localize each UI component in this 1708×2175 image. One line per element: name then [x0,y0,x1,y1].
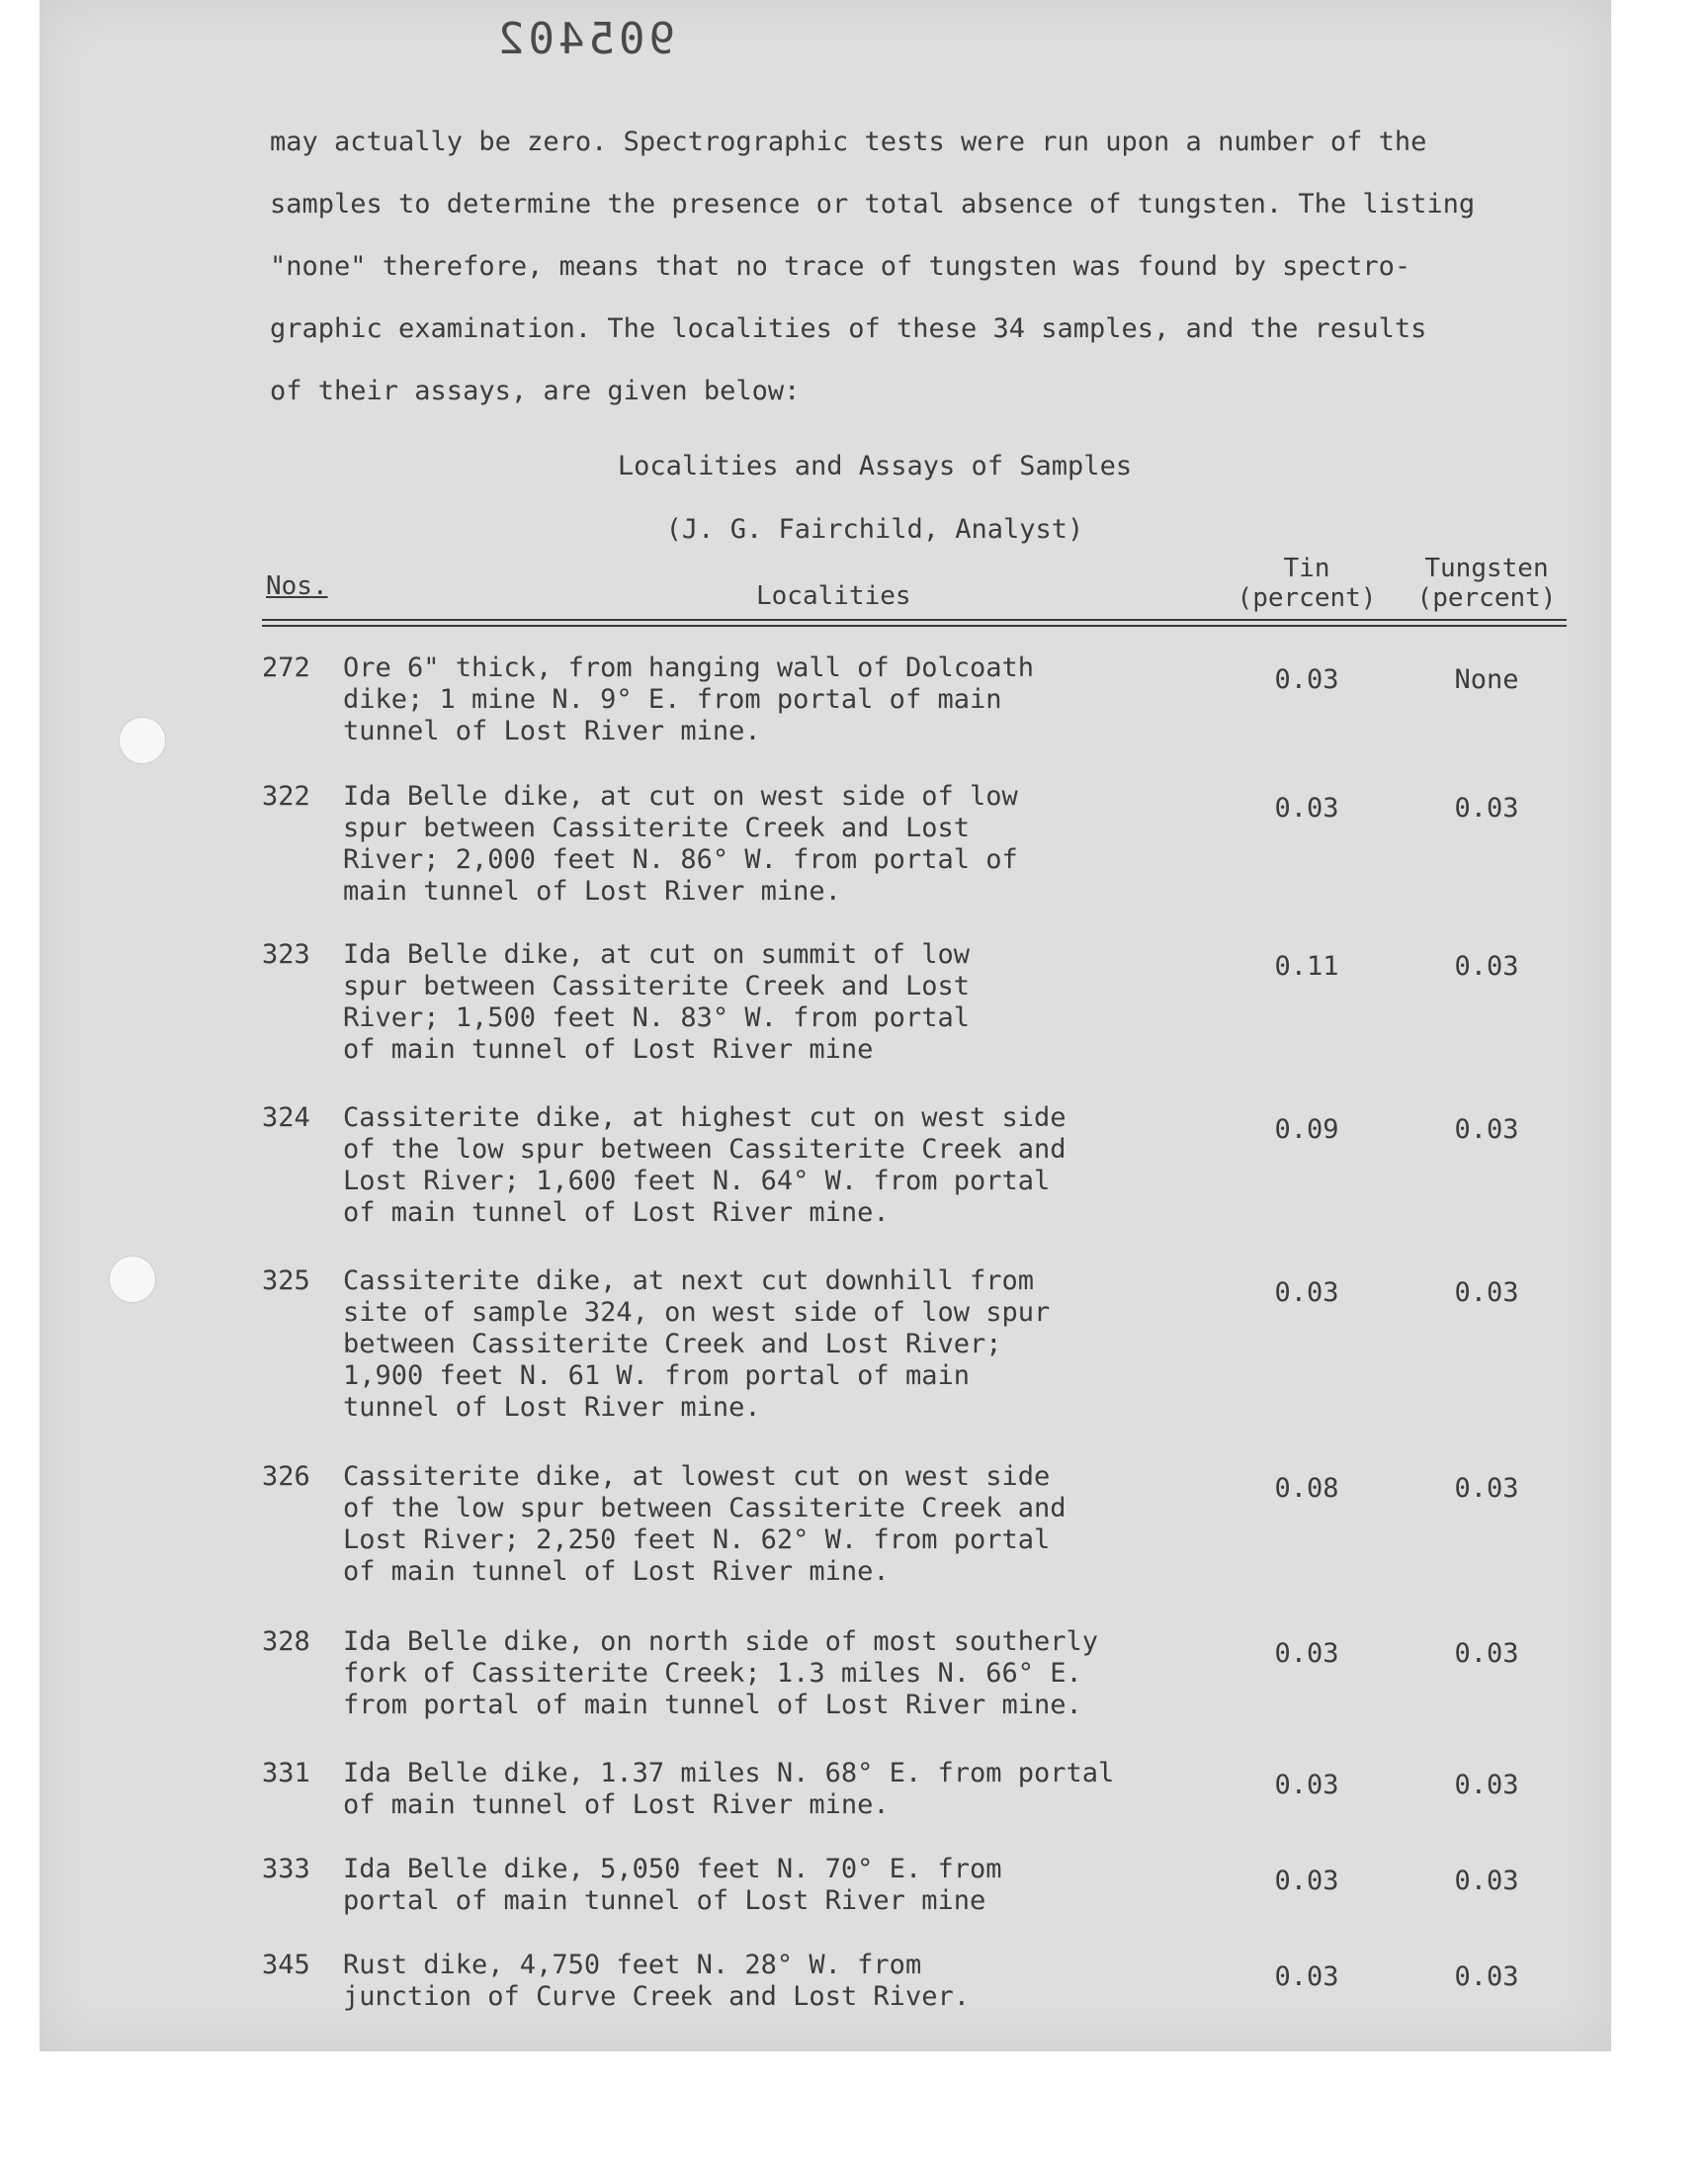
sample-number: 272 [262,652,310,683]
header-nos: Nos. [266,571,328,601]
punch-hole-lower [109,1256,156,1303]
paragraph-line: samples to determine the presence or total absence of tungsten. The listing [270,189,1476,219]
tin-percent: 0.03 [1274,664,1339,695]
tin-percent: 0.11 [1274,951,1339,982]
paragraph-line: of their assays, are given below: [270,376,801,406]
sample-locality: Ida Belle dike, at cut on summit of low spur between Cassiterite Creek and Lost River; 1,500 feet N. 83° W. from portal of main tunnel of Lost River mine [343,939,970,1065]
sample-locality: Cassiterite dike, at next cut downhill from site of sample 324, on west side of low spur between Cassiterite Creek and Lost River; 1,900 feet N. 61 W. from portal of main tunnel of Lost River mine. [343,1265,1051,1423]
tin-percent: 0.03 [1274,793,1339,824]
tungsten-percent: 0.03 [1454,1277,1519,1308]
sample-locality: Ida Belle dike, 5,050 feet N. 70° E. from portal of main tunnel of Lost River mine [343,1854,1002,1916]
sample-locality: Ida Belle dike, 1.37 miles N. 68° E. from portal of main tunnel of Lost River mine. [343,1758,1115,1820]
sample-number: 325 [262,1265,310,1296]
sample-locality: Cassiterite dike, at highest cut on west side of the low spur between Cassiterite Creek and Lost River; 1,600 feet N. 64° W. from portal of main tunnel of Lost River mine. [343,1102,1067,1228]
document-page [40,0,1611,2051]
tungsten-percent: 0.03 [1454,1638,1519,1669]
header-tungsten-line1: Tungsten [1424,554,1549,583]
sample-number: 331 [262,1758,310,1788]
sample-number: 323 [262,939,310,970]
tungsten-percent: 0.03 [1454,1114,1519,1145]
sample-number: 322 [262,781,310,812]
sample-locality: Ore 6" thick, from hanging wall of Dolcoath dike; 1 mine N. 9° E. from portal of main tunnel of Lost River mine. [343,652,1034,746]
header-tin-line2: (percent) [1237,583,1377,613]
tin-percent: 0.03 [1274,1961,1339,1992]
tungsten-percent: 0.03 [1454,1961,1519,1992]
header-tin [1233,554,1381,613]
punch-hole-upper [119,717,166,764]
tungsten-percent: 0.03 [1454,1473,1519,1504]
tungsten-percent: 0.03 [1454,793,1519,824]
tungsten-percent: 0.03 [1454,1770,1519,1800]
header-tin-line1: Tin [1283,554,1330,583]
header-tungsten [1407,554,1567,613]
tin-percent: 0.03 [1274,1638,1339,1669]
table-title: Localities and Assays of Samples [617,451,1133,481]
header-localities: Localities [756,581,911,611]
sample-number: 345 [262,1950,310,1980]
sample-locality: Rust dike, 4,750 feet N. 28° W. from junction of Curve Creek and Lost River. [343,1950,970,2012]
sample-number: 328 [262,1626,310,1657]
sample-number: 326 [262,1461,310,1492]
sample-locality: Ida Belle dike, on north side of most southerly fork of Cassiterite Creek; 1.3 miles N. 66° E. from portal of main tunnel of Lost River mine. [343,1626,1099,1720]
paragraph-line: "none" therefore, means that no trace of tungsten was found by spectro- [270,251,1411,282]
sample-number: 333 [262,1854,310,1884]
header-double-rule [262,619,1567,627]
tin-percent: 0.08 [1274,1473,1339,1504]
tin-percent: 0.03 [1274,1866,1339,1896]
paragraph-line: graphic examination. The localities of these 34 samples, and the results [270,313,1427,344]
sample-locality: Ida Belle dike, at cut on west side of low spur between Cassiterite Creek and Lost River; 2,000 feet N. 86° W. from portal of main tunnel of Lost River mine. [343,781,1018,907]
header-tungsten-line2: (percent) [1416,583,1557,613]
tungsten-percent: None [1454,664,1519,695]
paragraph-line: may actually be zero. Spectrographic tests were run upon a number of the [270,127,1427,157]
tin-percent: 0.03 [1274,1770,1339,1800]
table-subtitle: (J. G. Fairchild, Analyst) [665,514,1084,545]
sample-locality: Cassiterite dike, at lowest cut on west side of the low spur between Cassiterite Creek and Lost River; 2,250 feet N. 62° W. from portal of main tunnel of Lost River mine. [343,1461,1067,1587]
tungsten-percent: 0.03 [1454,951,1519,982]
sample-number: 324 [262,1102,310,1133]
tin-percent: 0.09 [1274,1114,1339,1145]
tungsten-percent: 0.03 [1454,1866,1519,1896]
page-margin-bottom [0,2051,1708,2175]
intro-paragraph [270,111,1486,422]
document-stamp: 905402 [494,14,675,64]
tin-percent: 0.03 [1274,1277,1339,1308]
